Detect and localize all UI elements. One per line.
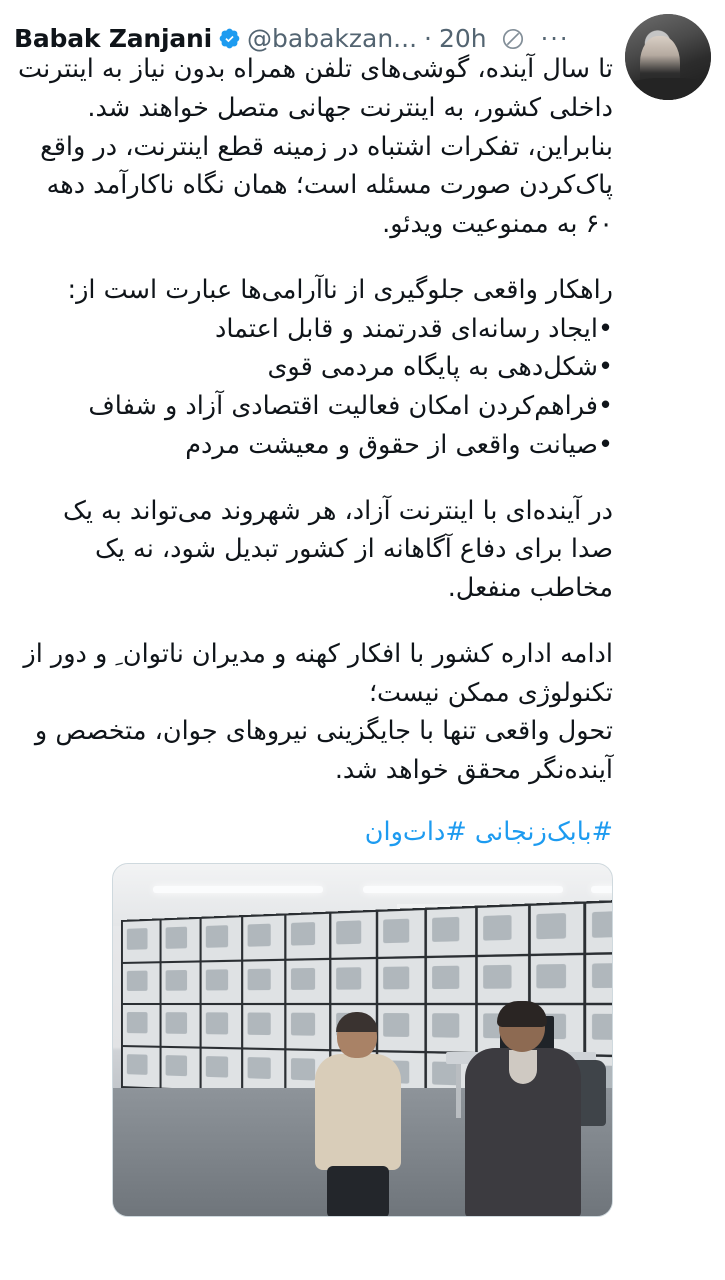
video-wall-cell xyxy=(286,959,329,1002)
tweet-spacer xyxy=(14,465,613,492)
ceiling-light xyxy=(591,886,613,893)
hashtag-row xyxy=(14,817,613,847)
video-wall-cell xyxy=(378,957,424,1002)
video-wall-cell xyxy=(123,1005,160,1045)
author-row xyxy=(14,24,613,53)
hashtag-link[interactable]: #دات‌وان xyxy=(364,816,467,847)
video-wall-cell xyxy=(123,963,160,1003)
tweet-timestamp[interactable]: 20h xyxy=(438,24,487,53)
tweet-line: تا سال آینده، گوشی‌های تلفن همراه بدون نیاز به اینترنت داخلی کشور، به اینترنت جهانی متصل خواهند شد. xyxy=(9,54,613,123)
video-wall-cell xyxy=(531,954,583,1002)
video-wall-cell xyxy=(586,1005,613,1054)
media-person-right xyxy=(465,1004,585,1216)
tweet-line: •ایجاد رسانه‌ای قدرتمند و قابل اعتماد xyxy=(215,313,613,344)
video-wall-cell xyxy=(331,912,375,957)
circle-slash-icon xyxy=(501,27,525,51)
video-wall-cell xyxy=(123,1046,160,1087)
video-wall-cell xyxy=(162,919,200,961)
tweet-line: راهکار واقعی جلوگیری از ناآرامی‌ها عبارت است از: xyxy=(67,274,613,305)
tweet-spacer xyxy=(14,608,613,635)
author-display-name[interactable]: Babak Zanjani xyxy=(14,24,213,53)
video-wall-cell xyxy=(427,908,475,955)
video-wall-cell xyxy=(531,904,583,953)
video-wall-cell xyxy=(123,920,160,961)
video-wall-cell xyxy=(378,910,424,956)
tweet-line: •شکل‌دهی به پایگاه مردمی قوی xyxy=(267,352,613,383)
video-wall-cell xyxy=(286,914,329,958)
video-wall-cell xyxy=(427,956,475,1002)
video-wall-cell xyxy=(243,1005,284,1048)
video-wall-cell xyxy=(162,1005,200,1046)
tweet-body xyxy=(9,48,613,790)
tweet-line: بنابراین، تفکرات اشتباه در زمینه قطع اینترنت، در واقع پاک‌کردن صورت مسئله است؛ همان نگاه ناکارآمد دهه ۶۰ به ممنوعیت ویدئو. xyxy=(32,131,613,239)
video-wall-cell xyxy=(202,917,241,960)
video-wall-cell xyxy=(478,955,528,1002)
ceiling-light xyxy=(153,886,323,893)
video-wall-cell xyxy=(202,1005,241,1047)
hashtag-link[interactable]: #بابک‌زنجانی xyxy=(474,816,613,847)
tweet-media-image[interactable] xyxy=(112,863,613,1217)
tweet-spacer xyxy=(14,244,613,271)
tweet-line: تحول واقعی تنها با جایگزینی نیروهای جوان، متخصص و آینده‌نگر محقق خواهد شد. xyxy=(26,716,613,785)
avatar-shoulder xyxy=(627,78,710,100)
avatar[interactable] xyxy=(625,14,711,100)
video-wall-cell xyxy=(202,1048,241,1091)
tweet-line: •فراهم‌کردن امکان فعالیت اقتصادی آزاد و شفاف xyxy=(88,391,613,421)
media-person-left xyxy=(309,1014,405,1216)
tweet-line: ادامه اداره کشور با افکار کهنه و مدیران ناتوان ِ و دور از تکنولوژی ممکن نیست؛ xyxy=(15,638,613,708)
more-options-button[interactable]: ··· xyxy=(540,24,570,53)
video-wall-cell xyxy=(162,1047,200,1089)
video-wall-cell xyxy=(586,901,613,951)
person-body xyxy=(315,1054,401,1170)
video-wall-cell xyxy=(478,906,528,954)
person-hair xyxy=(497,1001,547,1027)
author-handle[interactable]: @babakzan... xyxy=(247,24,418,53)
ceiling-light xyxy=(363,886,563,893)
video-wall-cell xyxy=(331,958,375,1002)
video-wall-cell xyxy=(162,962,200,1003)
video-wall-cell xyxy=(243,960,284,1003)
tweet-header-text xyxy=(14,14,613,53)
tweet-line: در آینده‌ای با اینترنت آزاد، هر شهروند می‌تواند به یک صدا برای دفاع آگاهانه از کشور تبدیل شود، نه یک مخاطب منفعل. xyxy=(54,495,613,603)
meta-separator: · xyxy=(424,24,432,53)
video-wall-cell xyxy=(202,961,241,1003)
person-legs xyxy=(327,1166,389,1217)
verified-badge-icon xyxy=(218,27,241,50)
person-collar xyxy=(509,1050,537,1084)
video-wall-cell xyxy=(243,1049,284,1092)
person-hair xyxy=(336,1012,378,1032)
video-wall-cell xyxy=(243,915,284,958)
video-wall-cell xyxy=(586,953,613,1002)
tweet-line: •صیانت واقعی از حقوق و معیشت مردم xyxy=(185,429,613,460)
